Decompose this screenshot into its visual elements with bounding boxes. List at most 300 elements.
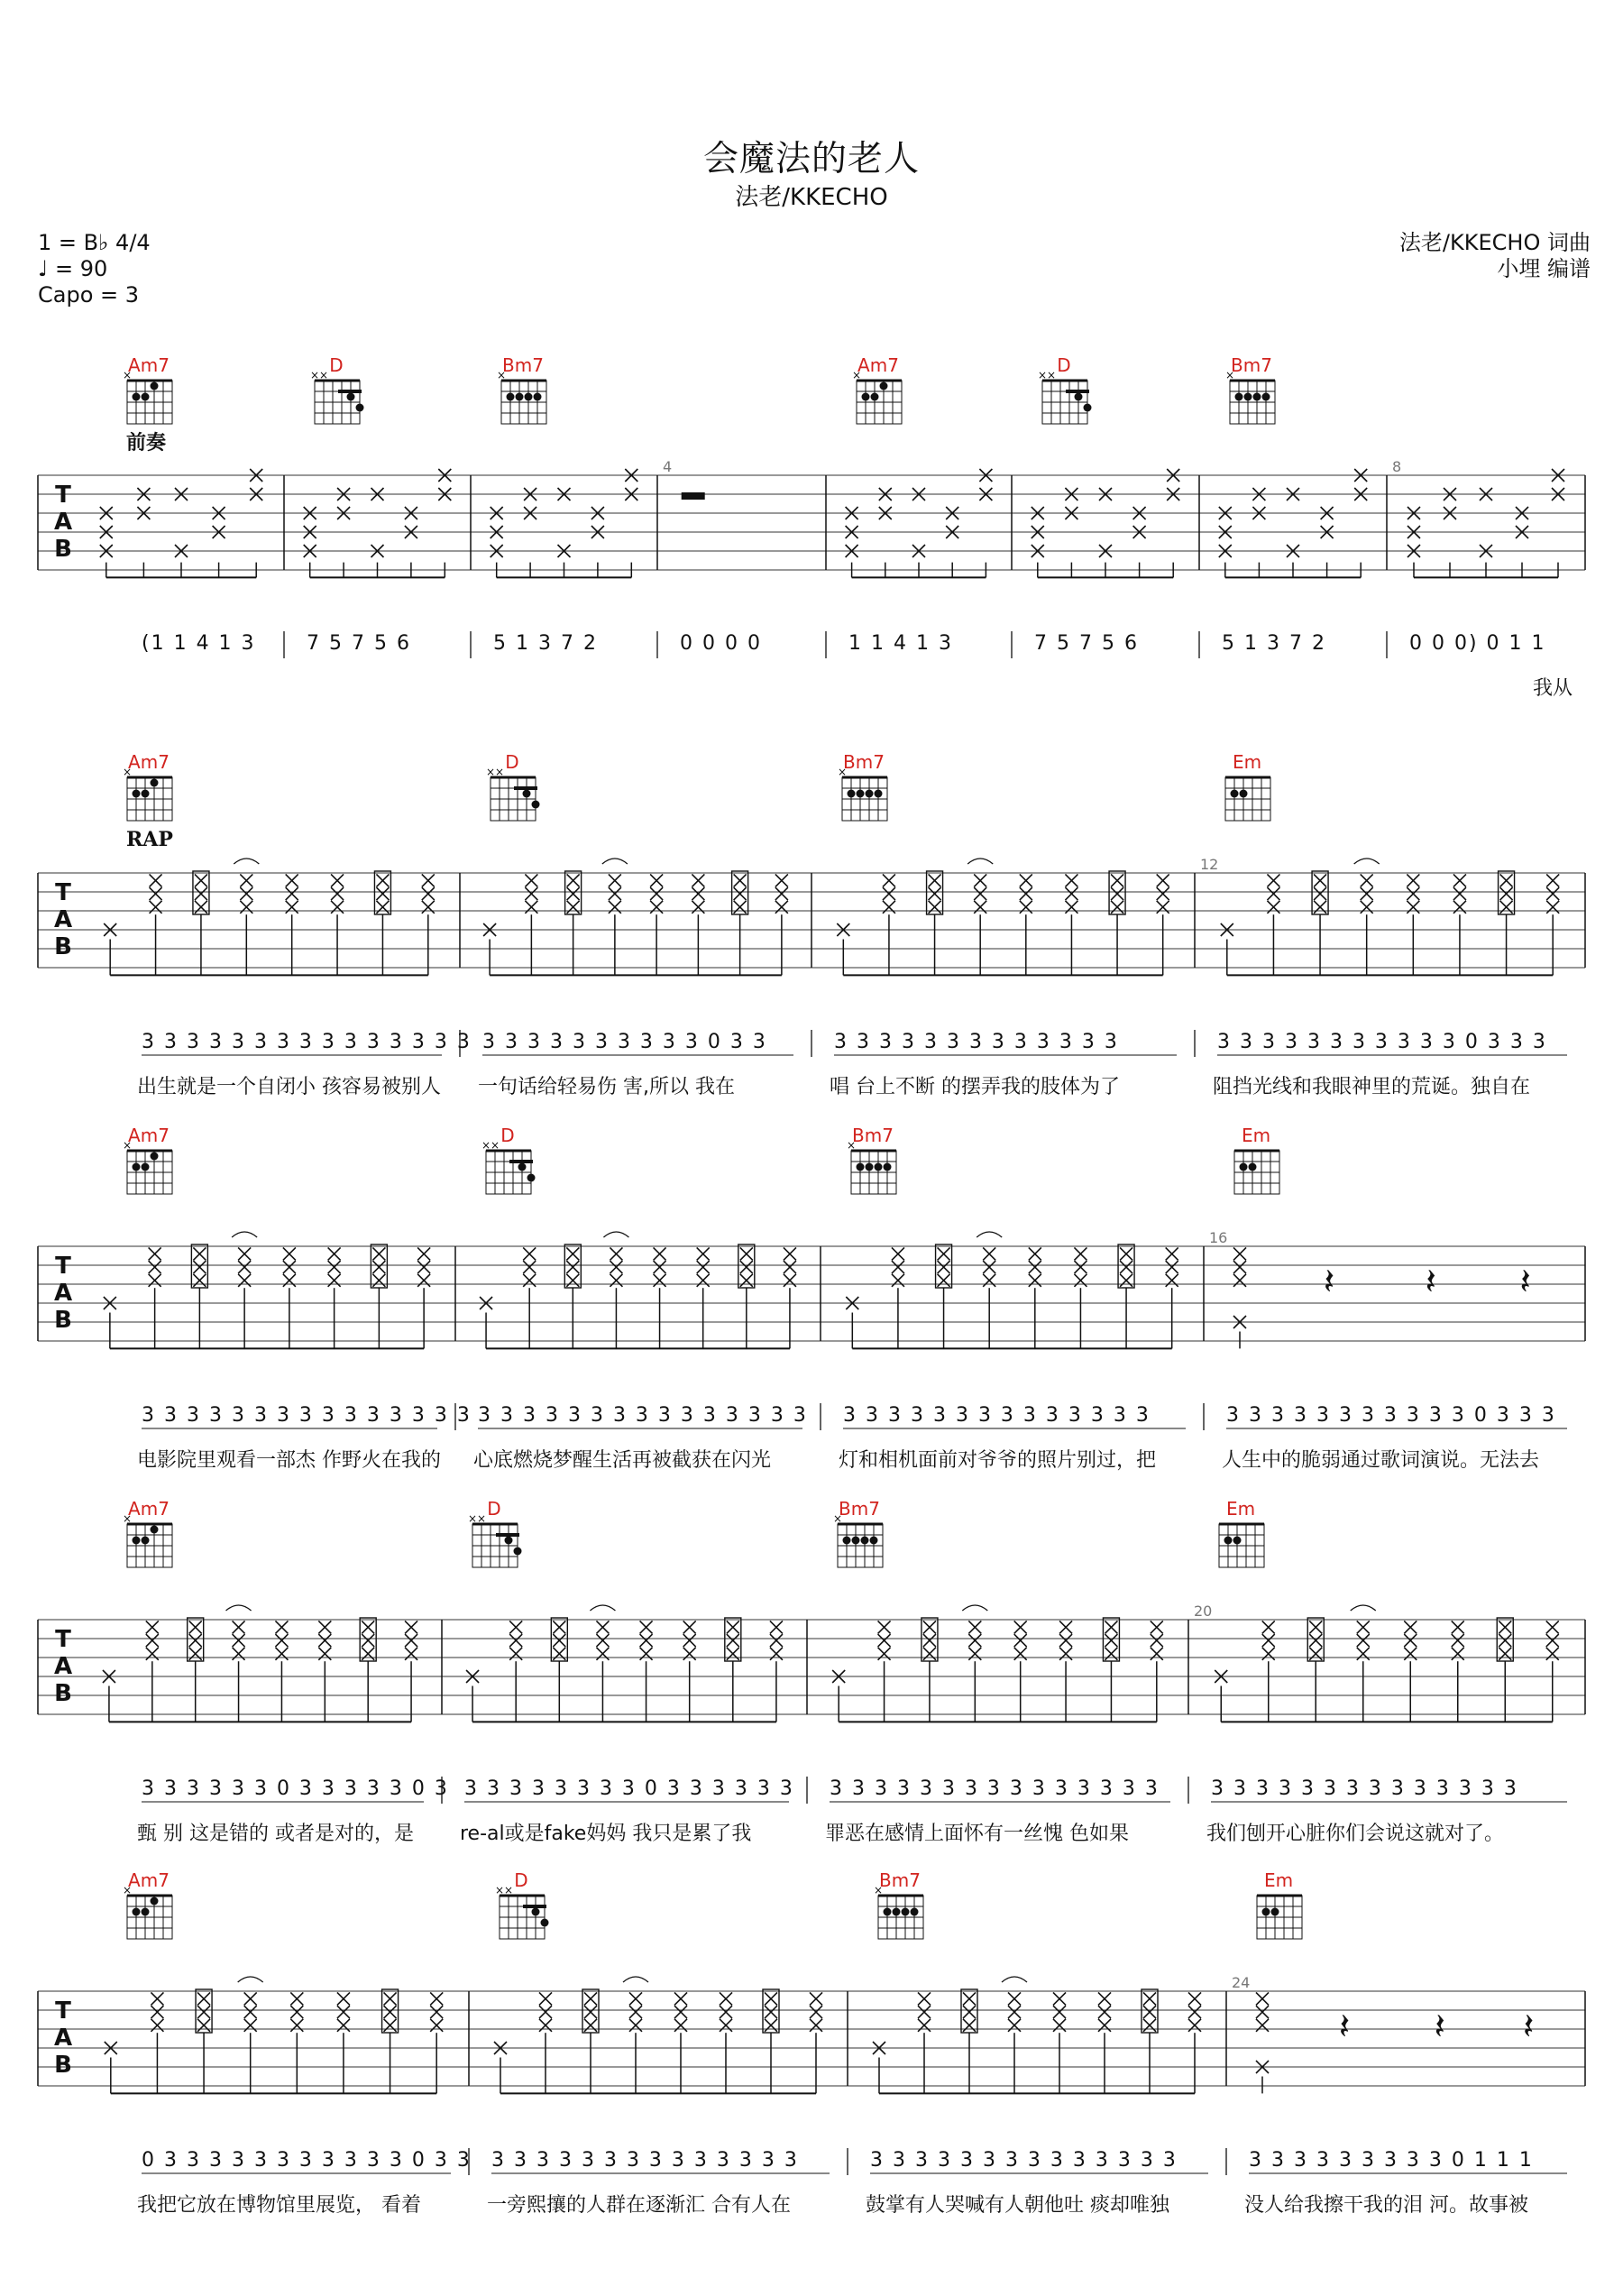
tab-x-note (983, 1261, 995, 1273)
tab-x-note (1120, 1274, 1132, 1287)
tab-x-note (974, 874, 986, 886)
jianpu-numbers: 3 3 3 3 3 3 3 3 3 3 3 3 3 3 3 (142, 1031, 472, 1053)
tab-clef-letter: T (55, 1998, 71, 2025)
tab-x-note (405, 1648, 417, 1660)
tab-x-note (784, 1247, 796, 1260)
tab-x-note (1105, 1634, 1117, 1647)
tab-system (38, 751, 1585, 1098)
tab-x-note (878, 1648, 891, 1660)
finger-dot (1240, 1163, 1248, 1171)
chord-name: Am7 (128, 1125, 170, 1146)
key-signature: 1 = B♭ 4/4 (38, 230, 151, 255)
tab-x-note (1014, 1634, 1027, 1647)
tab-x-note (384, 2006, 397, 2018)
tab-clef-letter: T (55, 879, 71, 906)
muted-string-mark: × (1224, 369, 1235, 381)
tab-clef-letter: T (55, 1253, 71, 1280)
tab-x-note (892, 1247, 904, 1260)
tab-x-note (417, 1247, 430, 1260)
muted-string-mark: × (481, 1139, 491, 1152)
chord-name: Bm7 (502, 354, 544, 376)
finger-dot (142, 1537, 150, 1545)
tab-x-note (968, 1634, 981, 1647)
tab-x-note (362, 1648, 374, 1660)
tab-x-note (878, 1634, 891, 1647)
tab-x-note (1098, 1992, 1111, 2005)
tab-x-note (149, 1261, 161, 1273)
finger-dot (843, 1537, 851, 1545)
muted-string-mark: × (490, 1139, 500, 1152)
tab-x-note (892, 1261, 904, 1273)
tab-x-note (1453, 901, 1466, 914)
chord-name: Am7 (128, 751, 170, 773)
barre-mark (514, 786, 537, 790)
muted-string-mark: × (476, 1512, 487, 1525)
tab-x-note (290, 2006, 303, 2018)
chord-diagram (1234, 1125, 1279, 1194)
tab-x-note (974, 901, 986, 914)
tab-x-note (151, 1992, 163, 2005)
tab-x-note (362, 1621, 374, 1633)
tab-x-note (318, 1634, 331, 1647)
finger-dot (911, 1908, 919, 1916)
tab-x-note (1357, 1634, 1370, 1647)
tab-x-note (596, 1621, 609, 1633)
tab-x-note (683, 1621, 696, 1633)
tab-x-note (328, 1274, 341, 1287)
tab-x-note (1014, 1648, 1027, 1660)
tab-x-note (983, 1247, 995, 1260)
quarter-rest: 𝄽 (1522, 2006, 1535, 2048)
tab-x-note (195, 887, 207, 900)
muted-string-mark: × (494, 1884, 505, 1896)
tab-x-note (629, 1992, 642, 2005)
tab-x-note (238, 1247, 251, 1260)
tab-x-note (193, 1261, 206, 1273)
tab-x-note (384, 2019, 397, 2032)
chord-diagram (123, 1498, 172, 1567)
chord-diagram (486, 751, 540, 821)
finger-dot (884, 1908, 892, 1916)
chord-diagram (497, 354, 546, 424)
finger-dot (518, 1163, 527, 1171)
tab-x-note (523, 1261, 536, 1273)
tab-x-note (692, 874, 704, 886)
tab-x-note (290, 1992, 303, 2005)
tab-x-note (775, 901, 788, 914)
tie-arc (590, 1605, 615, 1611)
tab-x-note (151, 2006, 163, 2018)
tab-x-note (1361, 901, 1373, 914)
finger-dot (151, 1526, 159, 1534)
finger-dot (866, 790, 874, 798)
jianpu-numbers: 3 3 3 3 3 3 3 3 3 0 1 1 1 (1249, 2149, 1534, 2172)
tab-x-note (509, 1634, 522, 1647)
tab-x-note (974, 887, 986, 900)
tab-x-note (430, 1992, 443, 2005)
tab-clef-letter: T (55, 1626, 71, 1653)
finger-dot (142, 1163, 150, 1171)
tab-x-note (1499, 1648, 1511, 1660)
tab-x-note (938, 1247, 950, 1260)
tab-x-note (784, 1274, 796, 1287)
lyric-line: 没人给我擦干我的泪 河。故事被 (1244, 2194, 1528, 2217)
muted-string-mark: × (873, 1884, 884, 1896)
whole-rest (682, 492, 705, 500)
tab-x-note (1074, 1247, 1087, 1260)
tab-x-note (290, 2019, 303, 2032)
tab-x-note (640, 1648, 653, 1660)
tab-x-note (318, 1648, 331, 1660)
tab-x-note (525, 887, 537, 900)
tab-x-note (610, 1261, 622, 1273)
jianpu-numbers: 0 0 0 0 (680, 632, 762, 655)
tab-clef (54, 879, 72, 960)
tab-x-note (629, 2019, 642, 2032)
lyric-line: 我把它放在博物馆里展览， 看着 (137, 2194, 421, 2217)
tab-x-note (1256, 1992, 1269, 2005)
capo-info: Capo = 3 (38, 282, 140, 308)
chord-name: Bm7 (879, 1869, 921, 1891)
chord-diagram (123, 354, 172, 424)
tab-x-note (525, 901, 537, 914)
tab-x-note (918, 2006, 931, 2018)
bar-number: 8 (1392, 458, 1402, 475)
tab-clef (54, 1253, 72, 1334)
tab-x-note (770, 1634, 783, 1647)
finger-dot (848, 790, 856, 798)
tab-x-note (362, 1634, 374, 1647)
tab-x-note (1361, 887, 1373, 900)
jianpu-numbers: (1 1 4 1 3 (142, 632, 256, 655)
tab-x-note (1111, 874, 1123, 886)
muted-string-mark: × (832, 1512, 843, 1525)
tab-x-note (1546, 887, 1559, 900)
tab-x-note (929, 887, 941, 900)
tab-x-note (674, 2006, 687, 2018)
tab-x-note (1452, 1621, 1464, 1633)
tab-x-note (1029, 1274, 1041, 1287)
tab-clef-letter: A (53, 906, 73, 933)
chord-diagram (123, 1125, 172, 1194)
tab-x-note (197, 1992, 210, 2005)
muted-string-mark: × (496, 369, 507, 381)
finger-dot (534, 393, 542, 401)
chord-diagram (1219, 1498, 1264, 1567)
quarter-rest: 𝄽 (1323, 1261, 1335, 1303)
tab-x-note (1111, 901, 1123, 914)
tab-x-note (1267, 901, 1279, 914)
tab-x-note (189, 1648, 202, 1660)
tab-clef-letter: A (53, 1280, 73, 1307)
chord-diagram (1038, 354, 1092, 424)
finger-dot (871, 393, 879, 401)
tab-x-note (609, 887, 621, 900)
tab-x-note (1546, 1621, 1559, 1633)
tab-x-note (275, 1634, 288, 1647)
tab-x-note (923, 1634, 936, 1647)
tab-x-note (1151, 1648, 1163, 1660)
tab-x-note (1267, 887, 1279, 900)
tab-x-note (1029, 1261, 1041, 1273)
tab-x-note (963, 1992, 976, 2005)
tab-x-note (683, 1648, 696, 1660)
tab-x-note (697, 1274, 710, 1287)
jianpu-numbers: 3 3 3 3 3 3 3 3 3 3 3 0 3 3 3 (1226, 1404, 1556, 1427)
tab-x-note (337, 1992, 350, 2005)
chord-name: Bm7 (843, 751, 885, 773)
tab-x-note (197, 2019, 210, 2032)
jianpu-numbers: 3 3 3 3 3 3 3 3 3 3 3 3 3 (834, 1031, 1119, 1053)
tab-x-note (1157, 887, 1169, 900)
tab-x-note (1143, 1992, 1156, 2005)
tab-x-note (654, 1274, 666, 1287)
tab-x-note (193, 1274, 206, 1287)
tab-x-note (734, 874, 747, 886)
tab-x-note (1404, 1634, 1417, 1647)
tab-clef-letter: A (53, 2025, 73, 2052)
tab-x-note (740, 1274, 753, 1287)
finger-dot (133, 1163, 141, 1171)
finger-dot (516, 393, 524, 401)
muted-string-mark: × (485, 766, 496, 778)
tab-x-note (963, 2019, 976, 2032)
tab-x-note (609, 874, 621, 886)
quarter-rest: 𝄽 (1338, 2006, 1351, 2048)
lyric-line: 电影院里观看一部杰 作野火在我的 (137, 1449, 441, 1472)
chord-name: Em (1241, 1125, 1271, 1146)
tab-x-note (784, 1261, 796, 1273)
muted-string-mark: × (122, 766, 133, 778)
tab-x-note (1404, 1648, 1417, 1660)
tab-x-note (883, 874, 895, 886)
tab-clef-letter: B (54, 536, 72, 563)
tab-x-note (654, 1247, 666, 1260)
tab-x-note (892, 1274, 904, 1287)
lyric-line: 出生就是一个自闭小 孩容易被别人 (137, 1076, 441, 1098)
lyric-line: 一句话给轻易伤 害,所以 我在 (478, 1076, 735, 1098)
tab-x-note (1065, 887, 1077, 900)
tab-x-note (1233, 1247, 1246, 1260)
chord-name: Em (1263, 1869, 1294, 1891)
tab-x-note (1008, 2019, 1021, 2032)
jianpu-numbers: 3 3 3 3 3 3 3 3 3 3 3 3 3 3 3 (830, 1777, 1160, 1800)
finger-dot (541, 1919, 549, 1927)
tab-x-note (810, 2006, 822, 2018)
chord-name: D (514, 1869, 528, 1891)
tab-x-note (151, 2019, 163, 2032)
lyric-line: 人生中的脆弱通过歌词演说。无法去 (1222, 1449, 1540, 1472)
tab-x-note (692, 887, 704, 900)
tab-x-note (238, 1274, 251, 1287)
tab-x-note (692, 901, 704, 914)
tab-x-note (523, 1247, 536, 1260)
tab-x-note (430, 2019, 443, 2032)
tab-x-note (610, 1274, 622, 1287)
muted-string-mark: × (318, 369, 329, 381)
tab-x-note (1143, 2006, 1156, 2018)
tab-x-note (146, 1648, 159, 1660)
chord-name: Bm7 (852, 1125, 894, 1146)
tab-x-note (553, 1634, 565, 1647)
tie-arc (602, 859, 628, 864)
tab-x-note (1262, 1621, 1275, 1633)
tab-x-note (654, 1261, 666, 1273)
finger-dot (151, 779, 159, 787)
tab-x-note (1188, 2019, 1201, 2032)
tab-x-note (1020, 874, 1032, 886)
tab-x-note (674, 2019, 687, 2032)
lyric-line: 一旁熙攘的人群在逐渐汇 合有人在 (487, 2194, 791, 2217)
tab-x-note (1546, 1648, 1559, 1660)
tab-x-note (422, 887, 435, 900)
tab-x-note (683, 1634, 696, 1647)
tab-x-note (523, 1274, 536, 1287)
tab-x-note (417, 1274, 430, 1287)
section-label: RAP (126, 828, 173, 851)
tab-x-note (328, 1261, 341, 1273)
tab-x-note (331, 887, 344, 900)
finger-dot (1084, 404, 1092, 412)
tab-x-note (923, 1621, 936, 1633)
finger-dot (133, 1537, 141, 1545)
lyric-line: 鼓掌有人哭喊有人朝他吐 痰却唯独 (866, 2194, 1169, 2217)
tab-x-note (1267, 874, 1279, 886)
tab-x-note (244, 2006, 257, 2018)
tab-x-note (566, 1261, 579, 1273)
chord-name: Am7 (128, 1498, 170, 1520)
tab-x-note (1500, 901, 1513, 914)
tab-x-note (1166, 1261, 1178, 1273)
finger-dot (1262, 1908, 1270, 1916)
finger-dot (142, 790, 150, 798)
tab-x-note (584, 2019, 597, 2032)
finger-dot (505, 1537, 513, 1545)
muted-string-mark: × (851, 369, 862, 381)
tab-x-note (509, 1648, 522, 1660)
tab-x-note (1262, 1648, 1275, 1660)
tab-x-note (1166, 1247, 1178, 1260)
tie-arc (226, 1605, 252, 1611)
tab-clef (54, 1998, 72, 2079)
chord-name: D (500, 1125, 515, 1146)
muted-string-mark: × (503, 1884, 514, 1896)
tab-x-note (1059, 1621, 1072, 1633)
finger-dot (133, 1908, 141, 1916)
tab-x-note (1309, 1621, 1322, 1633)
muted-string-mark: × (309, 369, 320, 381)
muted-string-mark: × (837, 766, 848, 778)
tab-x-note (1157, 874, 1169, 886)
finger-dot (861, 1537, 869, 1545)
tab-x-note (1020, 887, 1032, 900)
tab-x-note (1453, 887, 1466, 900)
tab-x-note (1157, 901, 1169, 914)
tab-x-note (596, 1634, 609, 1647)
tab-x-note (567, 887, 580, 900)
jianpu-numbers: 1 1 4 1 3 (848, 632, 953, 655)
tab-x-note (1105, 1648, 1117, 1660)
jianpu-numbers: 3 3 3 3 3 3 3 3 3 3 3 3 3 3 (843, 1404, 1151, 1427)
finger-dot (525, 393, 533, 401)
tab-x-note (372, 1261, 385, 1273)
quarter-rest: 𝄽 (1519, 1261, 1531, 1303)
tab-x-note (275, 1648, 288, 1660)
tab-x-note (968, 1648, 981, 1660)
finger-dot (870, 1537, 878, 1545)
finger-dot (880, 382, 888, 390)
finger-dot (1233, 1537, 1242, 1545)
jianpu-numbers: 3 3 3 3 3 3 3 3 3 3 3 3 3 3 (870, 2149, 1178, 2172)
tab-x-note (189, 1621, 202, 1633)
chord-diagram (481, 1125, 536, 1194)
tab-x-note (765, 1992, 777, 2005)
tab-clef-letter: B (54, 933, 72, 960)
tab-x-note (1014, 1621, 1027, 1633)
tab-x-note (1188, 1992, 1201, 2005)
barre-mark (1066, 390, 1089, 393)
tab-x-note (883, 887, 895, 900)
finger-dot (507, 393, 515, 401)
lyric-line: 心底燃烧梦醒生活再被截获在闪光 (473, 1449, 772, 1472)
tie-arc (1002, 1977, 1027, 1982)
tab-x-note (720, 2006, 732, 2018)
chord-name: Bm7 (839, 1498, 880, 1520)
tab-x-note (566, 1247, 579, 1260)
tab-x-note (553, 1648, 565, 1660)
bar-number: 4 (663, 458, 673, 475)
chord-name: D (1057, 354, 1071, 376)
bar-number: 24 (1232, 1974, 1251, 1991)
tab-x-note (1233, 1261, 1246, 1273)
chord-name: Em (1225, 1498, 1256, 1520)
tab-x-note (1074, 1274, 1087, 1287)
jianpu-numbers: 3 3 3 3 3 3 3 3 3 3 3 3 3 3 3 (478, 1404, 808, 1427)
tab-system (38, 354, 1585, 700)
tab-x-note (1546, 874, 1559, 886)
tab-x-note (1065, 901, 1077, 914)
tab-x-note (938, 1274, 950, 1287)
chord-diagram (1225, 751, 1270, 821)
tab-x-note (1361, 874, 1373, 886)
tie-arc (238, 1977, 263, 1982)
tab-x-note (938, 1261, 950, 1273)
tab-x-note (149, 1274, 161, 1287)
tab-x-note (968, 1621, 981, 1633)
tab-x-note (1262, 1634, 1275, 1647)
tab-x-note (283, 1274, 296, 1287)
chord-diagram (1257, 1869, 1302, 1939)
tab-x-note (775, 887, 788, 900)
lyric-line: 甄 别 这是错的 或者是对的，是 (137, 1823, 414, 1845)
tab-x-note (539, 1992, 552, 2005)
jianpu-numbers: 7 5 7 5 6 (307, 632, 411, 655)
tab-x-note (286, 901, 298, 914)
jianpu-numbers: 5 1 3 7 2 (493, 632, 598, 655)
lyric-line: 唱 台上不断 的摆弄我的肢体为了 (830, 1076, 1120, 1098)
quarter-rest: 𝄽 (1434, 2006, 1445, 2048)
tab-x-note (983, 1274, 995, 1287)
tab-x-note (539, 2006, 552, 2018)
tab-x-note (1407, 887, 1419, 900)
tab-x-note (240, 874, 252, 886)
tab-x-note (923, 1648, 936, 1660)
muted-string-mark: × (122, 1512, 133, 1525)
tab-x-note (376, 874, 389, 886)
tab-x-note (810, 2019, 822, 2032)
tab-x-note (275, 1621, 288, 1633)
tab-x-note (734, 887, 747, 900)
